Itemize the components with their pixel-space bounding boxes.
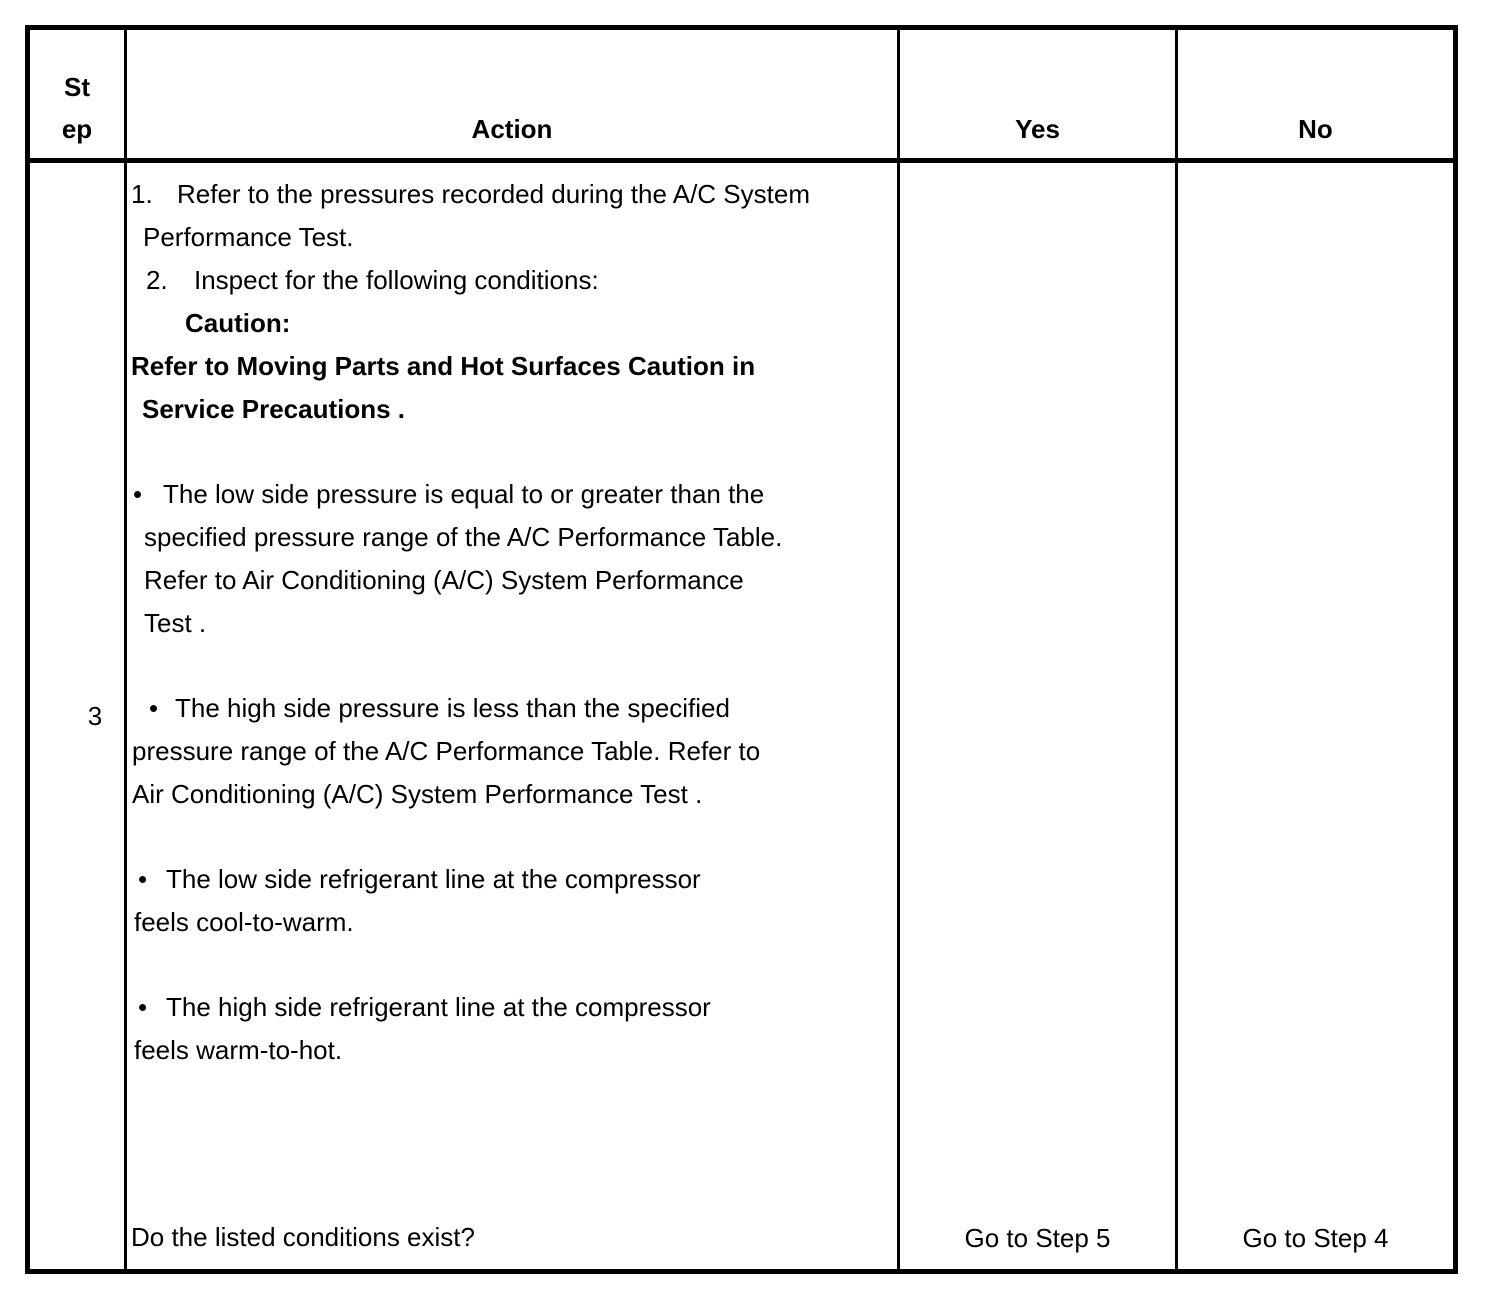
action-text-line: Performance Test. (143, 222, 354, 252)
action-cell (124, 163, 897, 1269)
bullet-icon: • (138, 864, 148, 894)
header-no-label: No (1298, 114, 1333, 144)
no-result-text: Go to Step 4 (1242, 1223, 1389, 1253)
action-numbered-item-2 (131, 259, 891, 302)
bullet-text-line: The low side refrigerant line at the compressor (166, 864, 701, 894)
question-text: Do the listed conditions exist? (131, 1222, 475, 1252)
bullet-item-high-side-pressure (131, 687, 891, 816)
bullet-text-line: Refer to Air Conditioning (A/C) System Performance (144, 565, 744, 595)
header-step-line1: St (64, 72, 90, 102)
header-step (30, 30, 124, 163)
caution-text-line: Refer to Moving Parts and Hot Surfaces Caution in (131, 351, 756, 381)
action-numbered-item-1 (131, 173, 891, 216)
bullet-text-line: The low side pressure is equal to or greater than the (163, 479, 765, 509)
header-yes (897, 30, 1175, 163)
yes-result-text: Go to Step 5 (964, 1223, 1111, 1253)
item-number: 1. (131, 179, 153, 209)
bullet-icon: • (149, 693, 159, 723)
bullet-first-line (131, 986, 891, 1029)
bullet-first-line (131, 473, 891, 516)
bullet-icon: • (138, 992, 148, 1022)
header-yes-label: Yes (1015, 114, 1060, 144)
step-number: 3 (87, 700, 103, 731)
bullet-text-line: The high side refrigerant line at the compressor (166, 992, 711, 1022)
bullet-first-line (131, 858, 891, 901)
header-action-label: Action (471, 114, 553, 144)
bullet-text-line: feels warm-to-hot. (134, 1035, 343, 1065)
bullet-text-line: specified pressure range of the A/C Performance Table. (144, 522, 783, 552)
bullet-text-line: The high side pressure is less than the specified (175, 693, 730, 723)
yes-result-cell (897, 163, 1175, 1269)
caution-text-line: Service Precautions . (142, 394, 406, 424)
bullet-item-low-side-pressure (131, 473, 891, 645)
bullet-first-line (131, 687, 891, 730)
action-text-line: Refer to the pressures recorded during the A/C System (177, 179, 810, 209)
header-no (1175, 30, 1453, 163)
caution-label: Caution: (185, 308, 291, 338)
header-step-line2: ep (61, 114, 93, 144)
bullet-text-line: feels cool-to-warm. (134, 907, 354, 937)
diagnostic-step-table (25, 25, 1458, 1274)
bullet-item-high-side-line (131, 986, 891, 1072)
bullet-text-line: pressure range of the A/C Performance Table. Refer to (132, 736, 761, 766)
bullet-text-line: Air Conditioning (A/C) System Performance Test . (132, 779, 703, 809)
action-text-line: Inspect for the following conditions: (194, 265, 599, 295)
item-number: 2. (146, 265, 168, 295)
bullet-item-low-side-line (131, 858, 891, 944)
no-result-cell (1175, 163, 1453, 1269)
bullet-text-line: Test . (144, 608, 207, 638)
bullet-icon: • (133, 479, 143, 509)
header-action (124, 30, 897, 163)
step-number-cell (30, 163, 124, 1269)
